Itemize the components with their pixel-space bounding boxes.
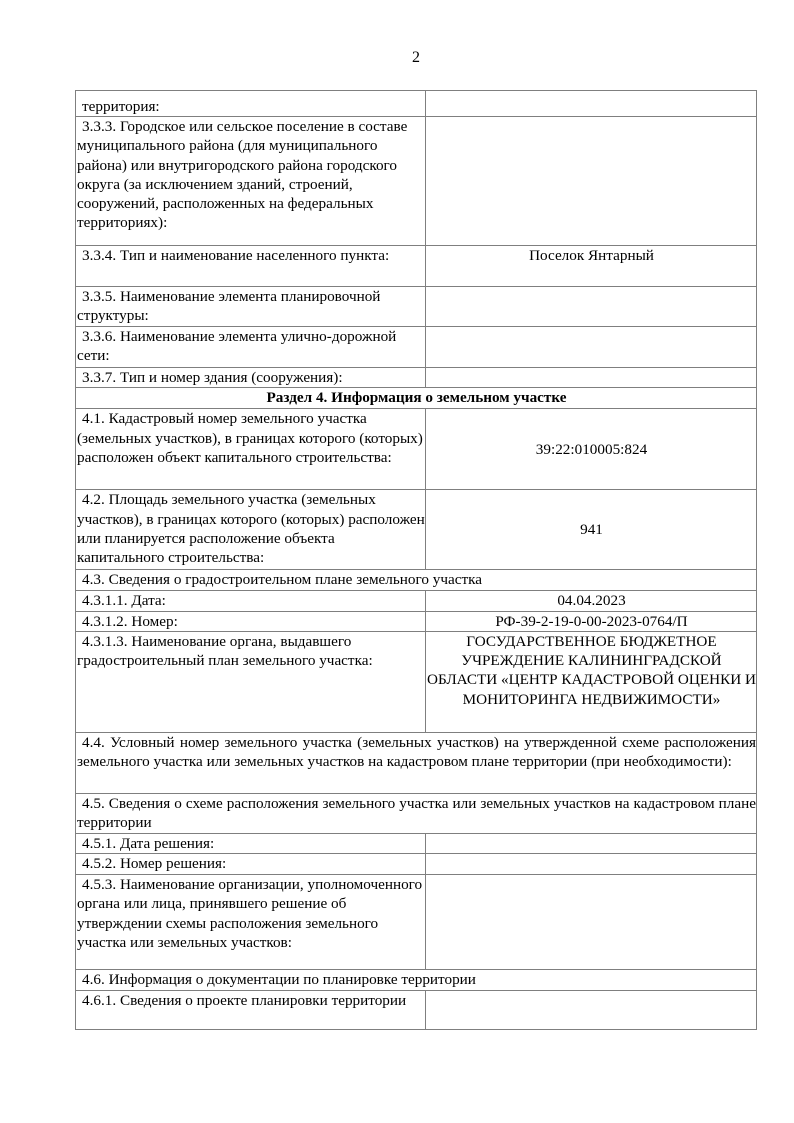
settlement-value: Поселок Янтарный — [426, 246, 757, 287]
table-row — [76, 117, 757, 246]
table-row — [76, 287, 757, 327]
row-label: 4.2. Площадь земельного участка (земельных участков), в границах которого (которых) расположен или планируется расположение объекта капитального строительства: — [76, 490, 426, 570]
row-label: 4.6.1. Сведения о проекте планировки территории — [76, 991, 426, 1030]
table-row — [76, 854, 757, 875]
row-value — [426, 287, 757, 327]
row-value — [426, 875, 757, 970]
row-label: территория: — [76, 91, 426, 117]
table-row — [76, 875, 757, 970]
section-4-title: Раздел 4. Информация о земельном участке — [76, 388, 757, 409]
table-row — [76, 611, 757, 631]
table-row — [76, 732, 757, 793]
table-row — [76, 570, 757, 591]
row-label: 3.3.4. Тип и наименование населенного пункта: — [76, 246, 426, 287]
row-label: 4.1. Кадастровый номер земельного участка (земельных участков), в границах которого (которых) расположен объект капитального строительства: — [76, 409, 426, 490]
row-value — [426, 327, 757, 368]
gpzu-number-value: РФ-39-2-19-0-00-2023-0764/П — [426, 611, 757, 631]
table-row — [76, 91, 757, 117]
table-row — [76, 327, 757, 368]
row-value — [426, 833, 757, 853]
row-label: 4.5.1. Дата решения: — [76, 833, 426, 853]
table-row — [76, 793, 757, 833]
row-label: 4.3. Сведения о градостроительном плане земельного участка — [76, 570, 757, 591]
row-label: 3.3.6. Наименование элемента улично-дорожной сети: — [76, 327, 426, 368]
table-row — [76, 991, 757, 1030]
row-value — [426, 991, 757, 1030]
row-label: 4.3.1.2. Номер: — [76, 611, 426, 631]
table-row — [76, 591, 757, 611]
cadastral-number-value: 39:22:010005:824 — [426, 409, 757, 490]
row-label: 3.3.5. Наименование элемента планировочной структуры: — [76, 287, 426, 327]
row-value — [426, 854, 757, 875]
land-area-value: 941 — [426, 490, 757, 570]
page-number: 2 — [412, 49, 420, 66]
row-label: 4.3.1.3. Наименование органа, выдавшего градостроительный план земельного участка: — [76, 631, 426, 732]
table-row — [76, 409, 757, 490]
row-label: 4.3.1.1. Дата: — [76, 591, 426, 611]
table-row — [76, 970, 757, 991]
table-row — [76, 490, 757, 570]
row-label: 4.5.3. Наименование организации, уполномоченного органа или лица, принявшего решение об утверждении схемы расположения земельного участка или земельных участков: — [76, 875, 426, 970]
table-row — [76, 631, 757, 732]
row-value — [426, 117, 757, 246]
row-label: 3.3.3. Городское или сельское поселение в составе муниципального района (для муниципального района) или внутригородского района городского округа (за исключением зданий, строений, сооружений, расположенных на федеральных территориях): — [76, 117, 426, 246]
row-label: 4.6. Информация о документации по планировке территории — [76, 970, 757, 991]
info-table — [75, 90, 757, 1030]
table-row — [76, 833, 757, 853]
row-label: 4.5.2. Номер решения: — [76, 854, 426, 875]
issuing-authority-value: ГОСУДАРСТВЕННОЕ БЮДЖЕТНОЕ УЧРЕЖДЕНИЕ КАЛИНИНГРАДСКОЙ ОБЛАСТИ «ЦЕНТР КАДАСТРОВОЙ ОЦЕНКИ И МОНИТОРИНГА НЕДВИЖИМОСТИ» — [426, 631, 757, 732]
row-value — [426, 368, 757, 388]
row-value — [426, 91, 757, 117]
row-label: 4.5. Сведения о схеме расположения земельного участка или земельных участков на кадастровом плане территории — [76, 793, 757, 833]
section-header-row — [76, 388, 757, 409]
table-row — [76, 368, 757, 388]
gpzu-date-value: 04.04.2023 — [426, 591, 757, 611]
row-label: 3.3.7. Тип и номер здания (сооружения): — [76, 368, 426, 388]
row-label: 4.4. Условный номер земельного участка (земельных участков) на утвержденной схеме расположения земельного участка или земельных участков на кадастровом плане территории (при необходимости): — [76, 732, 757, 793]
table-row — [76, 246, 757, 287]
